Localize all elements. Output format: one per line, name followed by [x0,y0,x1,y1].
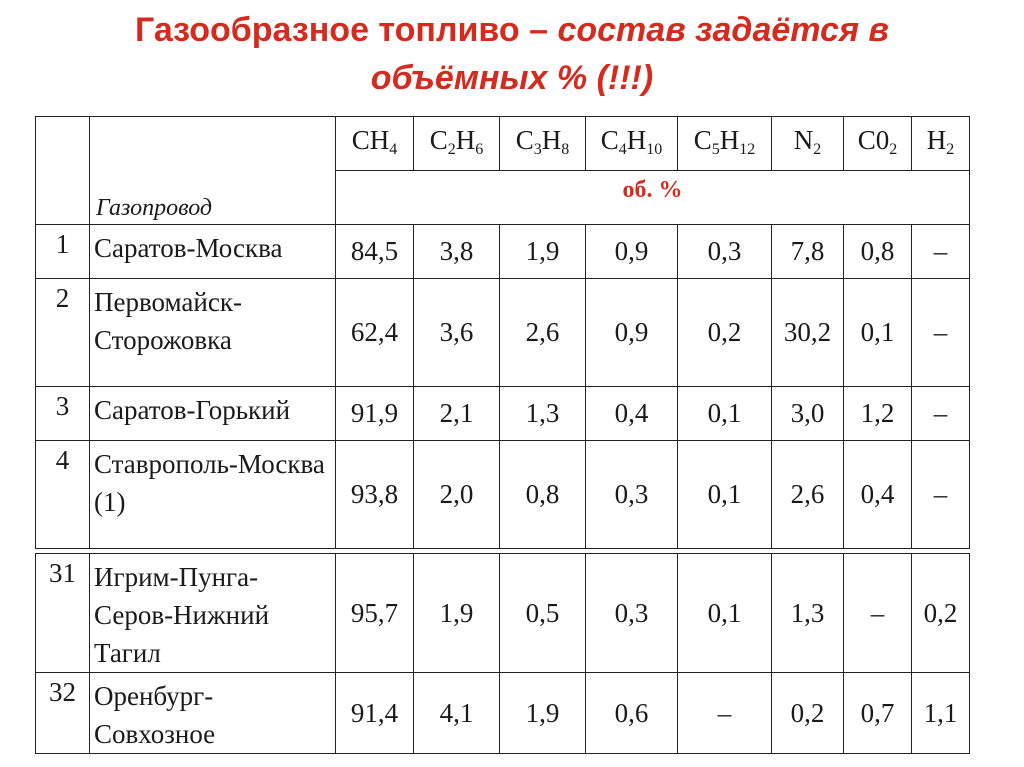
value-cell: – [844,554,912,673]
value-cell: – [912,279,970,387]
value-cell: 1,1 [912,673,970,754]
value-cell: 2,6 [500,279,586,387]
value-cell: 0,1 [678,387,772,441]
row-number: 2 [36,279,90,387]
value-cell: 93,8 [336,441,414,549]
gas-header-ch4: $CH_4$ [336,117,414,171]
table-row [36,673,970,754]
value-cell: 1,3 [500,387,586,441]
row-number: 31 [36,554,90,673]
value-cell: 3,6 [414,279,500,387]
pipeline-name: Первомайск-Сторожовка [90,279,336,387]
value-cell: 3,0 [772,387,844,441]
value-cell: 30,2 [772,279,844,387]
value-cell: 1,2 [844,387,912,441]
value-cell: – [912,387,970,441]
value-cell: 3,8 [414,225,500,279]
value-cell: 62,4 [336,279,414,387]
table-row [36,225,970,279]
value-cell: 0,3 [586,554,678,673]
value-cell: 1,9 [500,673,586,754]
value-cell: 91,9 [336,387,414,441]
value-cell: 0,8 [844,225,912,279]
value-cell: – [912,441,970,549]
pipeline-name: Саратов-Москва [90,225,336,279]
value-cell: 0,2 [678,279,772,387]
value-cell: 0,5 [500,554,586,673]
gas-header-h2: $H_2$ [912,117,970,171]
pipeline-name: Саратов-Горький [90,387,336,441]
value-cell: 0,6 [586,673,678,754]
value-cell: 0,7 [844,673,912,754]
value-cell: 0,1 [678,441,772,549]
gas-header-n2: $N_2$ [772,117,844,171]
table-row [36,441,970,549]
page-title [0,6,1024,102]
value-cell: 0,2 [772,673,844,754]
value-cell: 2,0 [414,441,500,549]
value-cell: 0,8 [500,441,586,549]
row-number: 1 [36,225,90,279]
value-cell: 1,9 [414,554,500,673]
pipeline-name: Оренбург-Совхозное [90,673,336,754]
title-part-3: объёмных % (!!!) [370,59,654,97]
value-cell: 0,1 [844,279,912,387]
row-number: 3 [36,387,90,441]
value-cell: – [912,225,970,279]
gas-header-c3h8: $C_3H_8$ [500,117,586,171]
value-cell: 0,3 [586,441,678,549]
value-cell: 4,1 [414,673,500,754]
value-cell: 0,9 [586,225,678,279]
value-cell: 84,5 [336,225,414,279]
value-cell: 91,4 [336,673,414,754]
value-cell: – [678,673,772,754]
value-cell: 2,6 [772,441,844,549]
value-cell: 95,7 [336,554,414,673]
value-cell: 0,4 [844,441,912,549]
gas-header-c2h6: $C_2H_6$ [414,117,500,171]
value-cell: 0,9 [586,279,678,387]
row-number: 32 [36,673,90,754]
table-row [36,554,970,673]
unit-header: об. % [336,171,970,225]
value-cell: 1,3 [772,554,844,673]
gas-header-c4h10: $C_4H_{10}$ [586,117,678,171]
value-cell: 2,1 [414,387,500,441]
value-cell: 7,8 [772,225,844,279]
gas-header-c5h12: $C_5H_{12}$ [678,117,772,171]
gas-header-co2: $C0_2$ [844,117,912,171]
num-header-cell [36,117,90,225]
pipeline-header: Газопровод [90,117,336,225]
table-row [36,387,970,441]
value-cell: 0,1 [678,554,772,673]
value-cell: 0,2 [912,554,970,673]
pipeline-name: Игрим-Пунга-Серов-Нижний Тагил [90,554,336,673]
title-part-1: Газообразное топливо – [135,11,549,49]
title-part-2: состав задаётся в [557,11,889,49]
pipeline-name: Ставрополь-Москва (1) [90,441,336,549]
gas-composition-table [35,116,970,549]
row-number: 4 [36,441,90,549]
value-cell: 1,9 [500,225,586,279]
table-row [36,279,970,387]
value-cell: 0,3 [678,225,772,279]
gas-composition-table-continued [35,553,970,754]
value-cell: 0,4 [586,387,678,441]
